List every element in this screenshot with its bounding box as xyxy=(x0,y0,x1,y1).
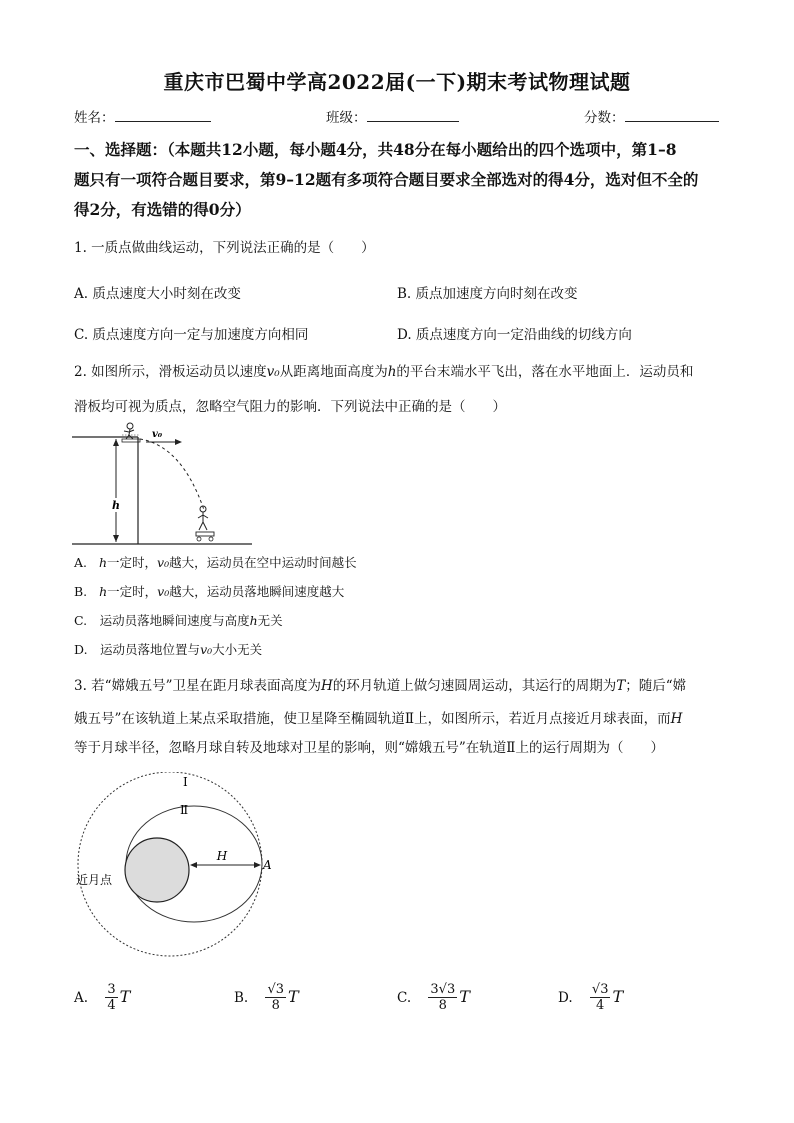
q2-option-d[interactable]: D. 运动员落地位置与v₀大小无关 xyxy=(74,642,263,657)
section-line-1: 一、选择题：（本题共12小题，每小题4分，共48分在每小题给出的四个选项中，第1–8 xyxy=(74,140,677,159)
fraction: $\frac{3}{4}$ xyxy=(107,982,116,1013)
q1-option-c[interactable]: C. 质点速度方向一定与加速度方向相同 xyxy=(74,327,309,343)
section-line-3: 得2分，有选错的得0分） xyxy=(74,200,251,219)
score-field xyxy=(584,106,719,126)
q3-stem-line-3: 等于月球半径，忽略月球自转及地球对卫星的影响，则“嫦娥五号”在轨道Ⅱ上的运行周期为（ ） xyxy=(74,740,664,756)
q3-stem-line-2: 娥五号”在该轨道上某点采取措施，使卫星降至椭圆轨道Ⅱ上，如图所示，若近月点接近月球表面，而H xyxy=(74,711,683,727)
section-heading xyxy=(74,135,724,225)
q1-option-d[interactable]: D. 质点速度方向一定沿曲线的切线方向 xyxy=(397,327,632,343)
q3-option-c[interactable]: C. $\frac{3√3}{8}$ T xyxy=(397,982,470,1013)
fraction: $\frac{3√3}{8}$ xyxy=(430,982,456,1013)
perilune-label: 近月点 xyxy=(76,873,113,887)
q3-option-d[interactable]: D. $\frac{√3}{4}$ T xyxy=(558,982,624,1013)
class-label: 班级： xyxy=(326,110,367,126)
q1-stem: 1. 一质点做曲线运动，下列说法正确的是（ ） xyxy=(74,240,375,256)
name-field xyxy=(74,106,211,126)
point-A-label: A xyxy=(263,858,272,872)
score-label: 分数： xyxy=(584,110,625,126)
q3-option-b[interactable]: B. $\frac{√3}{8}$ T xyxy=(234,982,299,1013)
q2-option-c[interactable]: C. 运动员落地瞬间速度与高度h无关 xyxy=(74,613,283,628)
section-line-2: 题只有一项符合题目要求，第9–12题有多项符合题目要求全部选对的得4分，选对但不全的 xyxy=(74,170,699,189)
h-label: h xyxy=(112,499,120,512)
orbit-II-label: Ⅱ xyxy=(180,803,189,817)
page-title: 重庆市巴蜀中学高2022届(一下)期末考试物理试题 xyxy=(163,70,631,94)
q2-stem-line-2: 滑板均可视为质点，忽略空气阻力的影响．下列说法中正确的是（ ） xyxy=(74,399,506,415)
q1-option-b[interactable]: B. 质点加速度方向时刻在改变 xyxy=(397,286,578,302)
score-blank[interactable] xyxy=(625,107,719,122)
q3-stem-line-1: 3. 若“嫦娥五号”卫星在距月球表面高度为H的环月轨道上做匀速圆周运动，其运行的周期为T；随后“嫦 xyxy=(74,678,687,694)
q2-option-a[interactable]: A. h一定时，v₀越大，运动员在空中运动时间越长 xyxy=(74,555,357,570)
q3-option-a[interactable]: A. $\frac{3}{4}$ T xyxy=(74,982,131,1013)
orbit-I-label: Ⅰ xyxy=(183,775,188,789)
class-field xyxy=(326,106,459,126)
q2-option-b[interactable]: B. h一定时，v₀越大，运动员落地瞬间速度越大 xyxy=(74,584,345,599)
name-blank[interactable] xyxy=(115,107,211,122)
v0-symbol: v₀ xyxy=(266,364,280,380)
skateboard-figure xyxy=(72,422,262,550)
H-label: H xyxy=(216,849,228,863)
fraction: $\frac{√3}{4}$ xyxy=(591,982,609,1013)
q1-option-a[interactable]: A. 质点速度大小时刻在改变 xyxy=(74,286,241,302)
v0-label: v₀ xyxy=(152,429,163,440)
orbit-figure xyxy=(72,772,282,972)
fraction: $\frac{√3}{8}$ xyxy=(267,982,285,1013)
h-symbol: h xyxy=(387,364,397,380)
q2-stem-line-1: 2. 如图所示，滑板运动员以速度v₀从距离地面高度为h的平台末端水平飞出，落在水平地面上．运动员和 xyxy=(74,364,694,380)
name-label: 姓名： xyxy=(74,110,115,126)
class-blank[interactable] xyxy=(367,107,459,122)
